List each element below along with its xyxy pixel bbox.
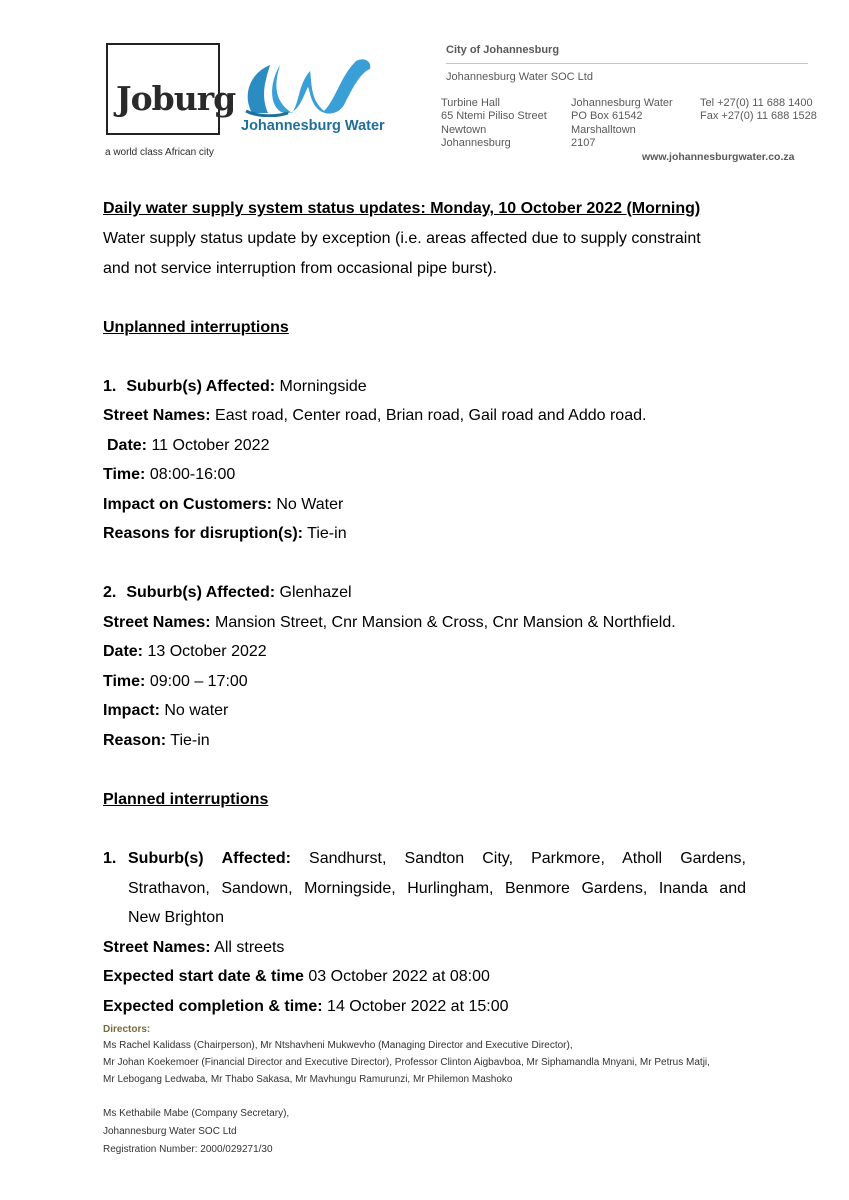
address-line: 2107 [571,136,596,149]
item-number: 2. [103,584,117,601]
suburb-word: Atholl [622,850,663,867]
streets-label: Street Names: [103,939,211,956]
unplanned-item-2-impact [103,701,228,720]
item-number: 1. [103,378,117,395]
start-label: Expected start date & time [103,968,304,985]
suburb-label: Suburb(s) [128,850,204,867]
streets-value: Mansion Street, Cnr Mansion & Cross, Cnr Mansion & Northfield. [210,614,676,631]
directors-label: Directors: [103,1024,151,1035]
suburb-word: Sandton [404,850,465,867]
planned-heading: Planned interruptions [103,791,269,808]
impact-label: Impact: [103,702,160,719]
planned-suburbs-line: New Brighton [128,909,225,926]
address-line: Johannesburg Water [571,97,673,109]
telephone: Tel +27(0) 11 688 1400 [700,97,813,109]
website-link[interactable]: www.johannesburgwater.co.za [642,151,795,163]
suburb-label: Suburb(s) Affected: [126,584,276,601]
joburg-logo-text: Joburg [116,79,236,118]
registration-number: Registration Number: 2000/029271/30 [103,1144,273,1155]
unplanned-heading: Unplanned interruptions [103,319,289,336]
impact-value: No water [159,702,229,719]
address-physical [441,97,547,150]
reason-label: Reasons for disruption(s): [103,525,304,542]
reason-label: Reason: [103,732,167,749]
address-line: Newtown [441,123,487,136]
planned-streets [103,938,284,957]
completion-value: 14 October 2022 at 15:00 [322,998,509,1015]
address-postal [571,97,673,150]
time-value: 08:00-16:00 [145,466,236,483]
time-value: 09:00 – 17:00 [145,673,248,690]
fax: Fax +27(0) 11 688 1528 [700,110,817,123]
org-subtitle: Johannesburg Water SOC Ltd [446,71,593,83]
suburb-value: Morningside [275,378,367,395]
planned-suburbs-line [128,849,746,868]
suburb-label: Suburb(s) Affected: [126,378,276,395]
unplanned-item-2-time [103,672,248,691]
header-rule [446,63,808,64]
org-name: City of Johannesburg [446,44,560,56]
planned-start [103,967,490,986]
suburb-value: Glenhazel [275,584,352,601]
address-line: Johannesburg [441,136,511,149]
unplanned-item-1-impact [103,495,343,514]
unplanned-item-2-reason [103,731,210,750]
unplanned-item-1-date [107,436,269,455]
unplanned-item-2-date [103,642,267,661]
company-secretary: Ms Kethabile Mabe (Company Secretary), [103,1108,290,1119]
unplanned-item-1-streets [103,406,646,425]
company-name: Johannesburg Water SOC Ltd [103,1126,237,1137]
contact-numbers [700,97,817,124]
date-label: Date: [103,643,144,660]
intro-line: and not service interruption from occasional pipe burst). [103,260,497,277]
suburb-label: Affected: [221,850,291,867]
address-line: Marshalltown [571,123,636,136]
suburb-word: Parkmore, [531,850,605,867]
directors-line: Mr Lebogang Ledwaba, Mr Thabo Sakasa, Mr Mavhungu Ramurunzi, Mr Philemon Mashoko [103,1074,513,1085]
unplanned-item-1-suburb [103,377,367,396]
impact-label: Impact on Customers: [103,496,272,513]
suburb-word: City, [482,850,514,867]
planned-suburbs-line: Strathavon, Sandown, Morningside, Hurlingham, Benmore Gardens, Inanda and [128,880,746,897]
address-line: 65 Ntemi Piliso Street [441,110,547,123]
unplanned-item-2-suburb [103,583,352,602]
directors-line: Ms Rachel Kalidass (Chairperson), Mr Ntshavheni Mukwevho (Managing Director and Executive Director), [103,1040,573,1051]
suburb-word: Gardens, [680,850,746,867]
streets-label: Street Names: [103,407,211,424]
date-label: Date: [107,437,148,454]
impact-value: No Water [271,496,344,513]
unplanned-item-2-streets [103,613,676,632]
intro-line: Water supply status update by exception (i.e. areas affected due to supply constraint [103,230,701,247]
item-number: 1. [103,850,117,867]
directors-line: Mr Johan Koekemoer (Financial Director and Executive Director), Professor Clinton Aigbavboa, Mr Siphamandla Mnyani, Mr Petrus Matji, [103,1057,710,1068]
page-title: Daily water supply system status updates: Monday, 10 October 2022 (Morning) [103,200,701,217]
planned-completion [103,997,509,1016]
unplanned-item-1-time [103,465,235,484]
time-label: Time: [103,466,146,483]
suburb-word: Sandhurst, [309,850,387,867]
unplanned-item-1-reason [103,524,347,543]
start-value: 03 October 2022 at 08:00 [303,968,490,985]
streets-value: East road, Center road, Brian road, Gail road and Addo road. [210,407,647,424]
address-line: PO Box 61542 [571,110,643,123]
johannesburg-water-logo-icon [240,55,385,117]
reason-value: Tie-in [166,732,210,749]
streets-value: All streets [210,939,285,956]
date-value: 11 October 2022 [147,437,270,454]
completion-label: Expected completion & time: [103,998,323,1015]
address-line: Turbine Hall [441,97,500,109]
streets-label: Street Names: [103,614,211,631]
joburg-tagline: a world class African city [105,147,214,158]
reason-value: Tie-in [303,525,347,542]
johannesburg-water-logo-text: Johannesburg Water [241,118,385,134]
time-label: Time: [103,673,146,690]
date-value: 13 October 2022 [143,643,267,660]
